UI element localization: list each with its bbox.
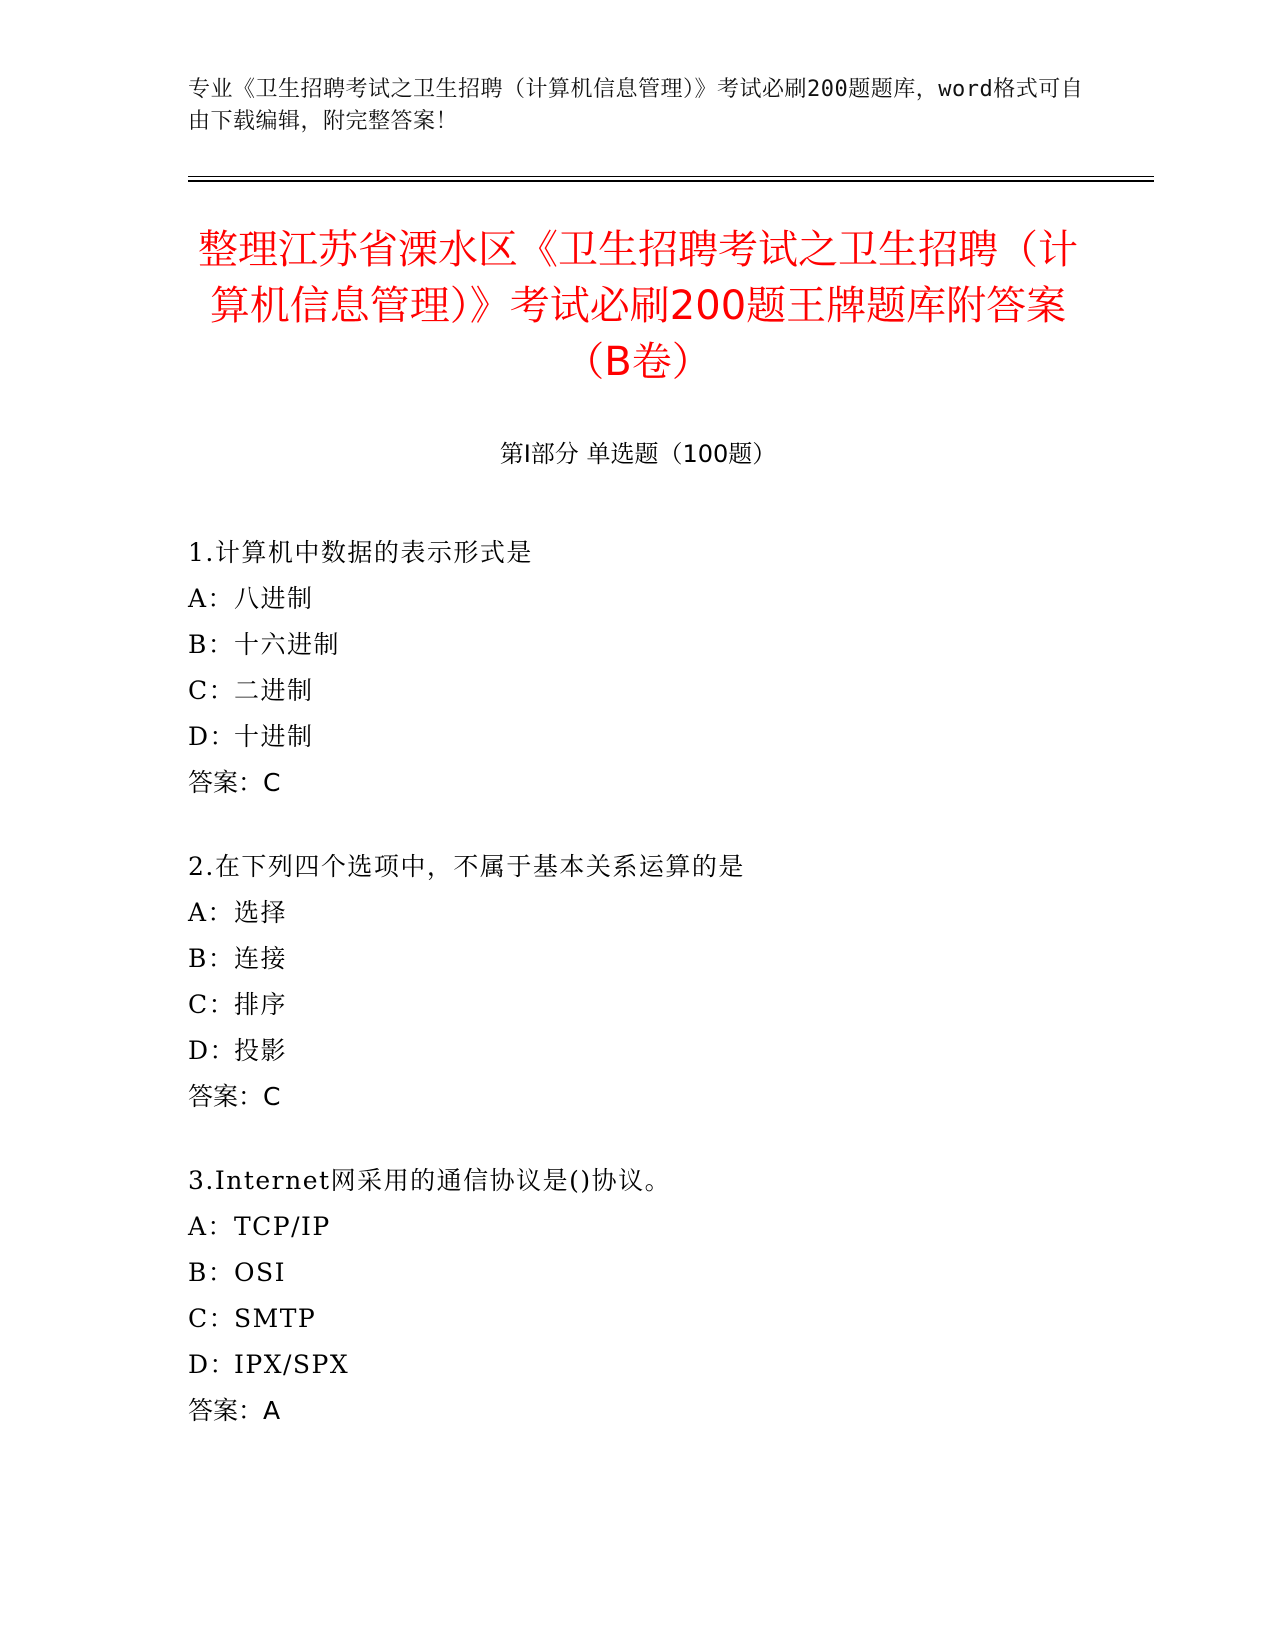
option-text: 选择 <box>234 898 288 927</box>
answer-key: 答案：C <box>188 1082 281 1111</box>
option-letter: C： <box>188 1304 236 1333</box>
option-text: 连接 <box>234 944 288 973</box>
option-text: IPX/SPX <box>234 1350 350 1379</box>
option-c <box>188 982 1138 1028</box>
option-text: 二进制 <box>234 676 314 705</box>
option-letter: B： <box>188 630 235 659</box>
option-b <box>188 936 1138 982</box>
option-letter: C： <box>188 990 236 1019</box>
option-text: OSI <box>234 1258 286 1287</box>
option-text: 十六进制 <box>234 630 341 659</box>
option-letter: C： <box>188 676 236 705</box>
option-c <box>188 668 1138 714</box>
option-letter: A： <box>188 584 235 613</box>
option-text: SMTP <box>234 1304 317 1333</box>
option-text: 投影 <box>234 1036 288 1065</box>
question-2 <box>188 844 1138 1120</box>
option-a <box>188 890 1138 936</box>
option-letter: A： <box>188 1212 235 1241</box>
option-d <box>188 1342 1138 1388</box>
question-list <box>188 530 1138 1472</box>
option-letter: B： <box>188 944 235 973</box>
option-a <box>188 576 1138 622</box>
option-letter: D： <box>188 1350 237 1379</box>
option-text: 排序 <box>234 990 288 1019</box>
option-text: 十进制 <box>234 722 314 751</box>
option-text: TCP/IP <box>234 1212 331 1241</box>
section-heading: 第Ⅰ部分 单选题（100题） <box>499 440 777 468</box>
question-3 <box>188 1158 1138 1434</box>
question-stem: 2.在下列四个选项中，不属于基本关系运算的是 <box>188 852 745 881</box>
question-stem: 3.Internet网采用的通信协议是()协议。 <box>188 1166 672 1195</box>
question-stem: 1.计算机中数据的表示形式是 <box>188 538 533 567</box>
option-b <box>188 622 1138 668</box>
option-b <box>188 1250 1138 1296</box>
option-letter: D： <box>188 1036 237 1065</box>
option-letter: D： <box>188 722 237 751</box>
answer-key: 答案：A <box>188 1396 281 1425</box>
option-text: 八进制 <box>234 584 314 613</box>
option-a <box>188 1204 1138 1250</box>
document-title: 整理江苏省溧水区《卫生招聘考试之卫生招聘（计算机信息管理）》考试必刷200题王牌题库附答案（B卷） <box>198 227 1078 385</box>
option-letter: B： <box>188 1258 235 1287</box>
header-divider-thick <box>188 180 1154 182</box>
option-d <box>188 714 1138 760</box>
question-1 <box>188 530 1138 806</box>
answer-key: 答案：C <box>188 768 281 797</box>
option-c <box>188 1296 1138 1342</box>
option-d <box>188 1028 1138 1074</box>
option-letter: A： <box>188 898 235 927</box>
header-note: 专业《卫生招聘考试之卫生招聘（计算机信息管理）》考试必刷200题题库，word格式可自由下载编辑，附完整答案！ <box>188 77 1084 134</box>
header-divider-thin <box>188 176 1154 177</box>
